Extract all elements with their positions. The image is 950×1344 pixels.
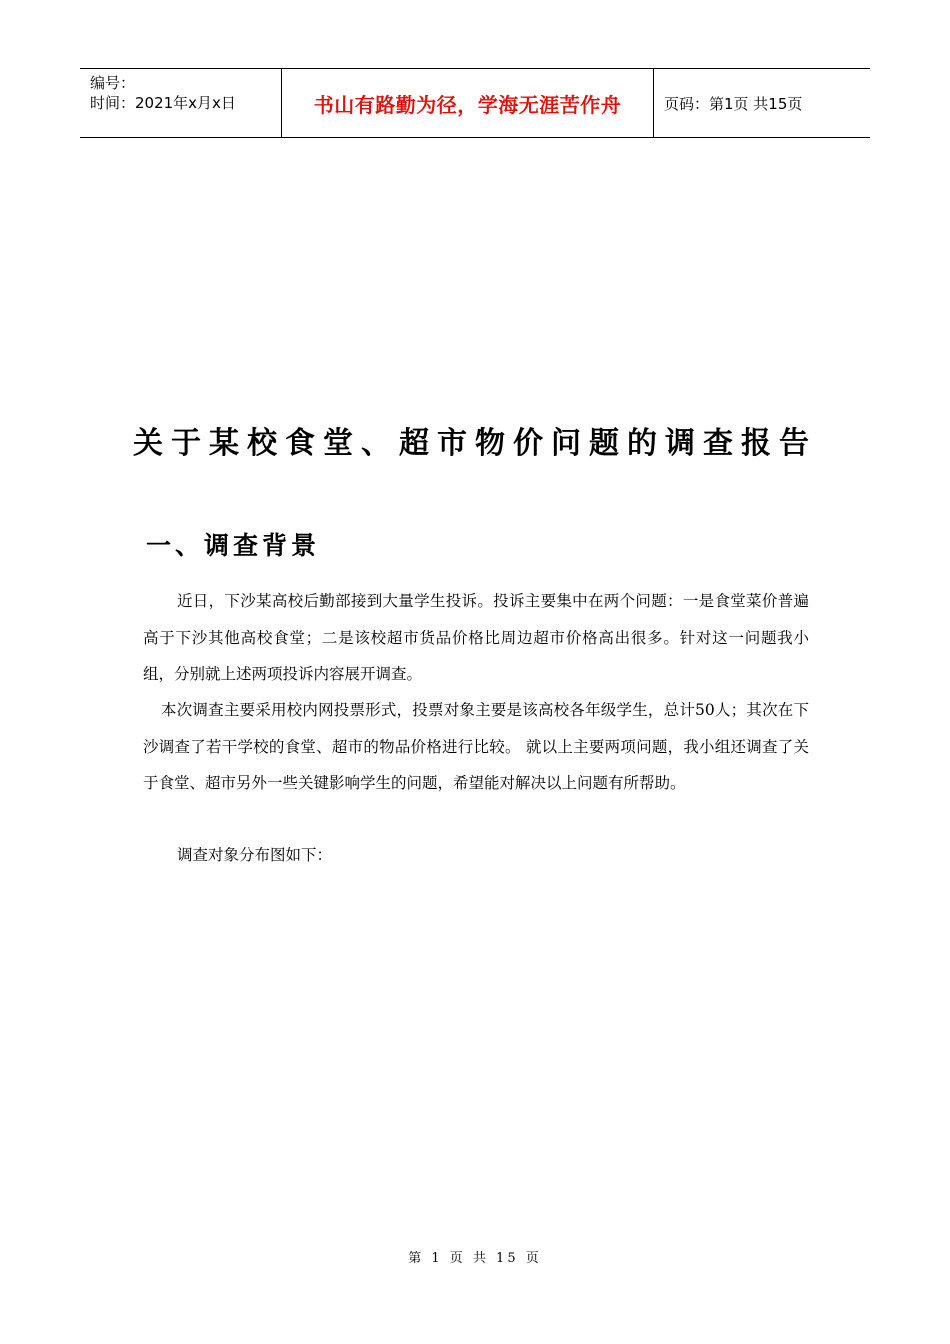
header-motto: 书山有路勤为径，学海无涯苦作舟 [313,92,622,117]
document-title: 关于某校食堂、超市物价问题的调查报告 [133,426,817,461]
body-paragraph: 本次调查主要采用校内网投票形式，投票对象主要是该高校各年级学生，总计50人；其次在下沙调查了若干学校的食堂、超市的物品价格进行比较。 就以上主要两项问题，我小组还调查了关于食堂、超市另外一些关键影响学生的问题，希望能对解决以上问题有所帮助。 [143,701,809,792]
page-footer: 第 1 页 共 15 页 [408,1251,542,1266]
section-heading: 一、调查背景 [146,531,321,560]
document-header [80,68,870,138]
header-page-info-cell [654,69,870,137]
body-paragraph: 近日，下沙某高校后勤部接到大量学生投诉。投诉主要集中在两个问题：一是食堂菜价普遍高于下沙其他高校食堂；二是该校超市货品价格比周边超市价格高出很多。针对这一问题我小组，分别就上述两项投诉内容展开调查。 [143,592,809,683]
body-paragraph: 调查对象分布图如下： [177,846,333,864]
document-number-label: 编号： [90,74,136,92]
header-motto-cell [281,69,654,137]
document-date: 时间：2021年x月x日 [90,94,236,112]
header-meta [80,69,281,137]
header-page-info: 页码：第1页 共15页 [664,94,803,113]
